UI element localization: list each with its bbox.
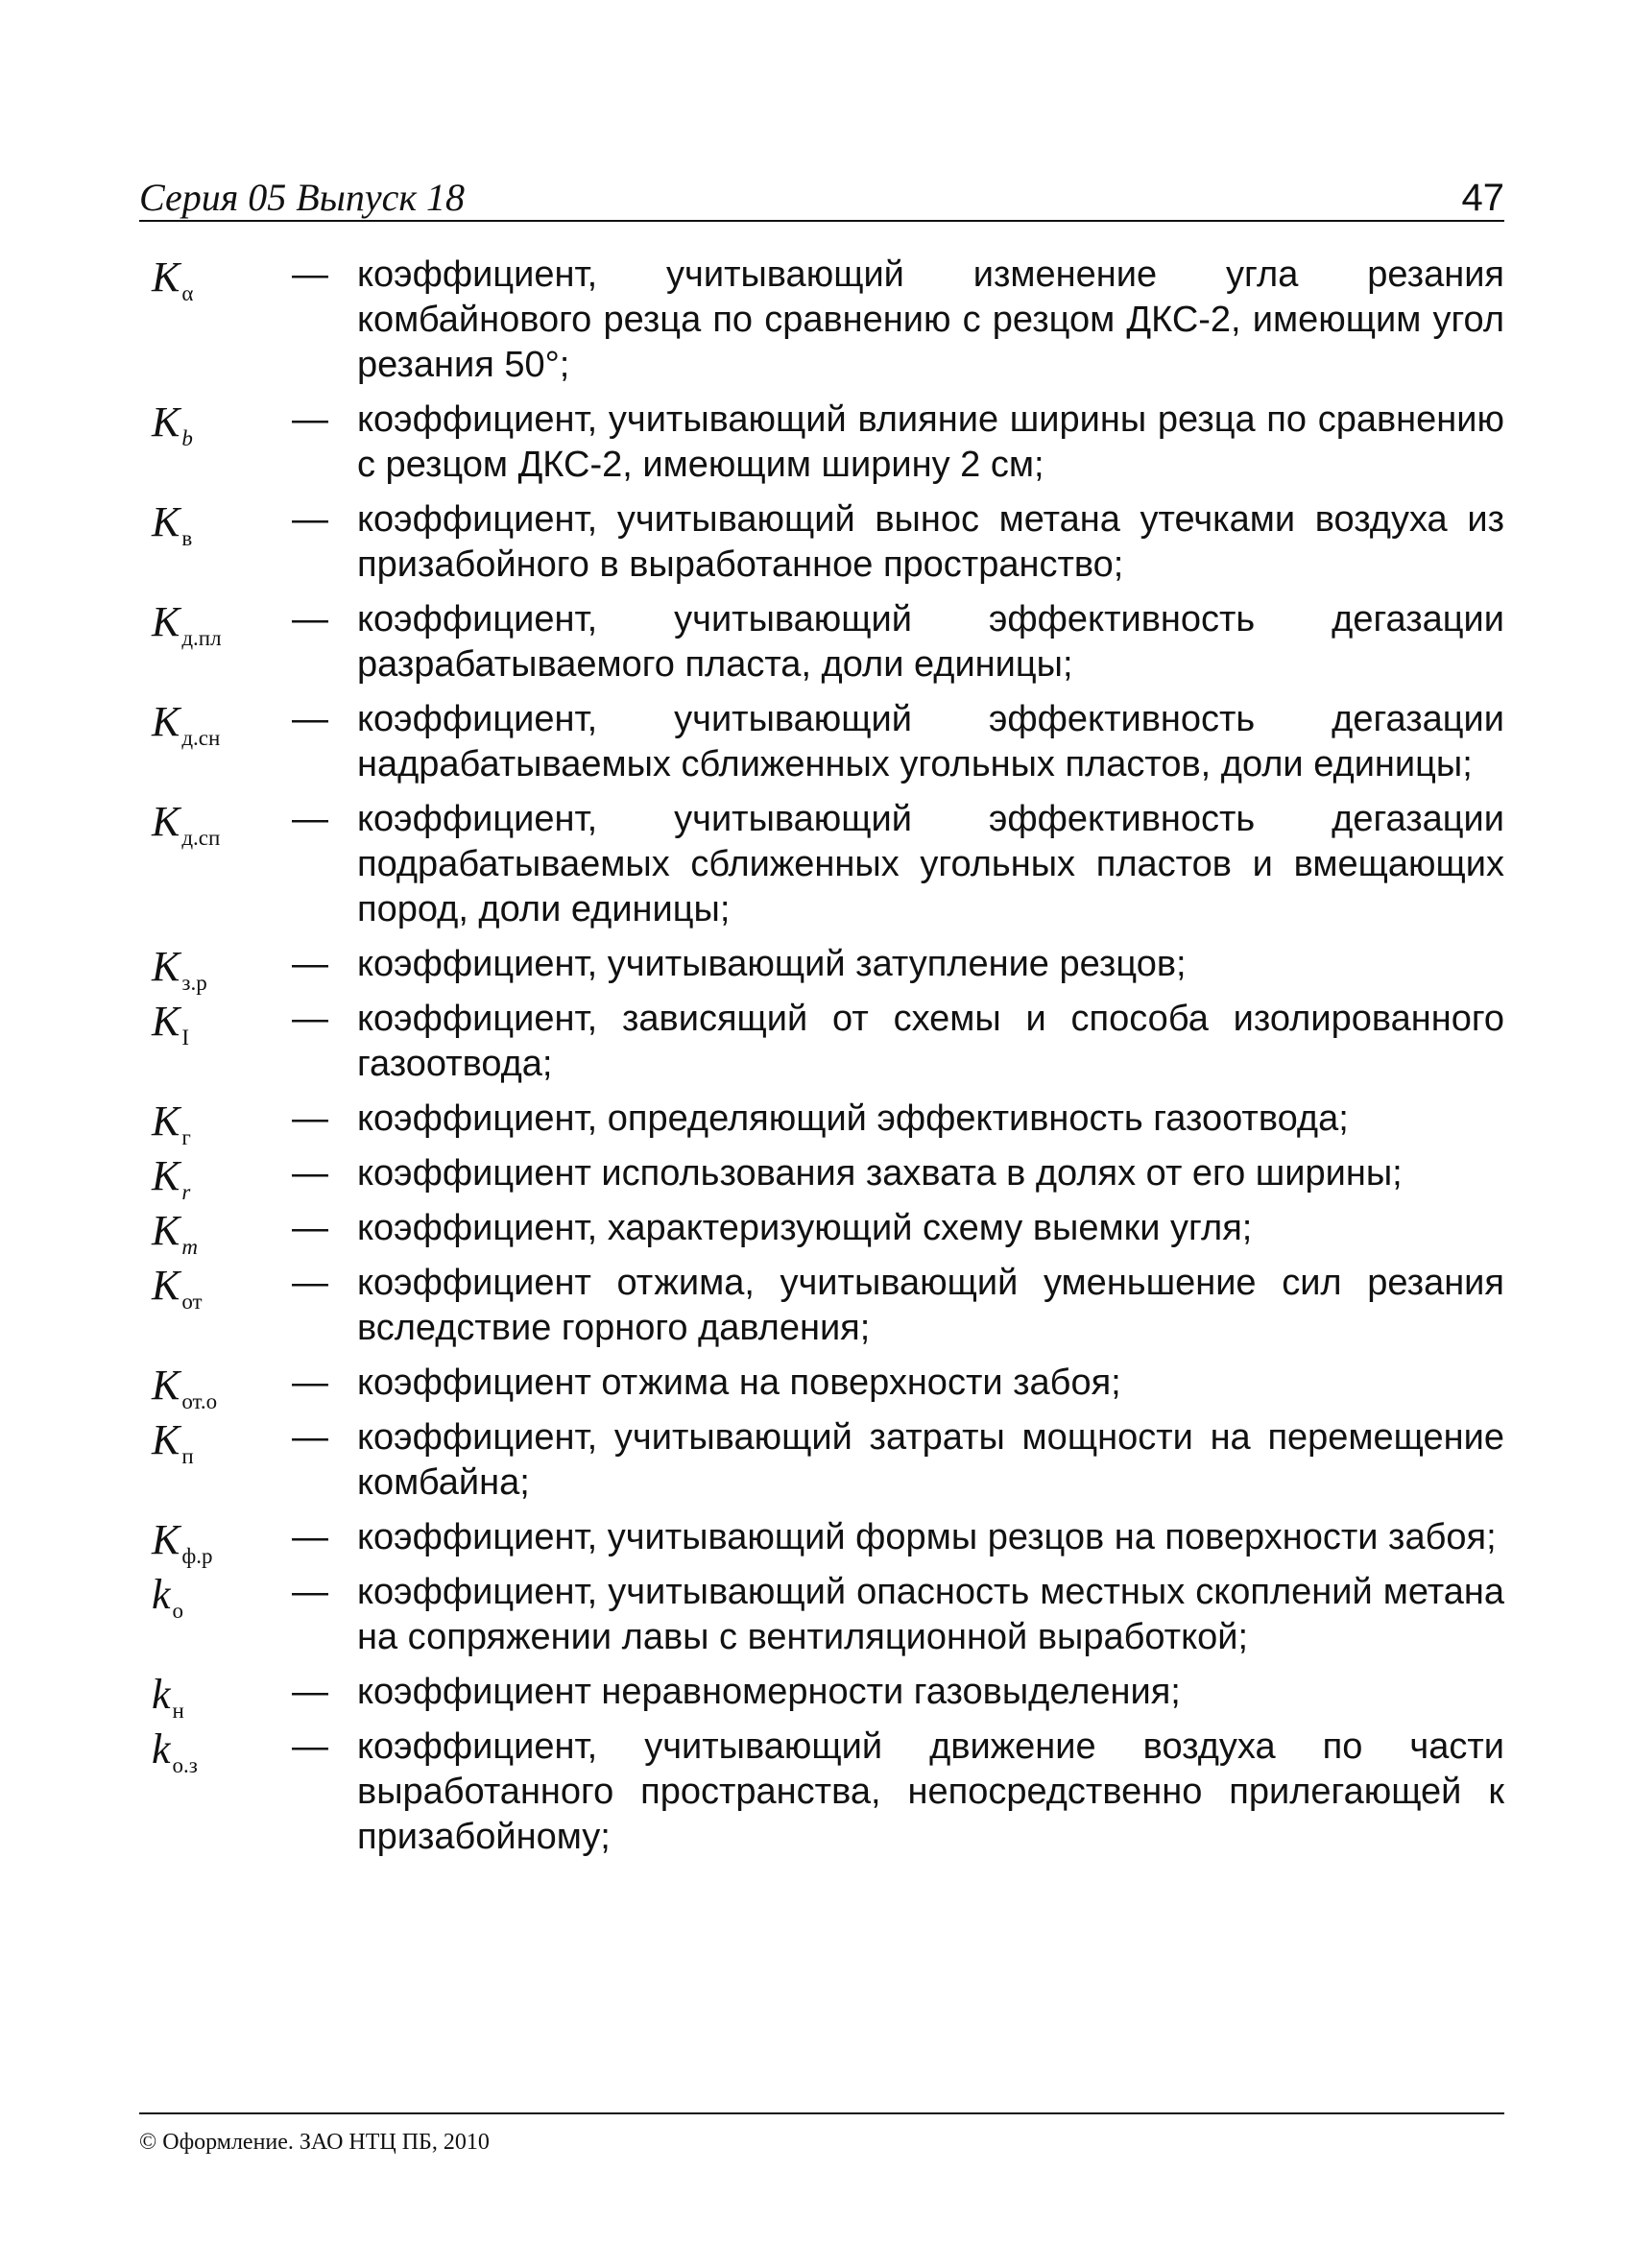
definition-text: коэффициент, учитывающий эффективность дегазации подрабатываемых сближенных угольных пластов и вмещающих пород, доли единицы; [357, 799, 1504, 929]
definition-symbol: $K_{от}$ [152, 1262, 203, 1314]
definition-text: коэффициент неравномерности газовыделения; [357, 1672, 1181, 1712]
definition-row [144, 1570, 1504, 1660]
definition-dash: — [292, 1098, 328, 1139]
definition-subscript: п [181, 1444, 194, 1468]
definitions-list [144, 253, 1504, 1870]
definition-text: коэффициент отжима на поверхности забоя; [357, 1363, 1121, 1403]
definition-subscript: о [172, 1599, 184, 1623]
definition-dash: — [292, 599, 328, 639]
definition-dash: — [292, 999, 328, 1039]
definition-row [144, 1097, 1504, 1149]
definition-dash: — [292, 1726, 328, 1767]
definition-text: коэффициент, учитывающий влияние ширины резца по сравнению с резцом ДКС-2, имеющим ширину 2 см; [357, 399, 1504, 485]
definition-symbol: $K_b$ [152, 398, 193, 450]
definition-row [144, 1415, 1504, 1506]
definition-row [144, 942, 1504, 995]
definition-dash: — [292, 944, 328, 984]
definition-dash: — [292, 799, 328, 839]
series-title: Серия 05 Выпуск 18 [139, 176, 466, 219]
definition-row [144, 1725, 1504, 1860]
definition-text: коэффициент, зависящий от схемы и способа изолированного газоотвода; [357, 999, 1504, 1084]
definition-subscript: в [181, 526, 193, 550]
definition-text: коэффициент, учитывающий затраты мощности на перемещение комбайна; [357, 1417, 1504, 1503]
definition-subscript: r [181, 1180, 191, 1204]
definition-row [144, 398, 1504, 488]
page-header [139, 175, 1504, 221]
header-rule [139, 220, 1504, 222]
definition-text: коэффициент, характеризующий схему выемки угля; [357, 1208, 1253, 1248]
definition-symbol: $K_в$ [152, 498, 193, 550]
definition-subscript: I [181, 1025, 190, 1050]
definition-subscript: b [181, 426, 193, 450]
definition-text: коэффициент, определяющий эффективность газоотвода; [357, 1098, 1349, 1139]
definition-symbol: $K_r$ [152, 1152, 191, 1204]
definition-subscript: д.пл [181, 626, 222, 650]
definition-row [144, 1361, 1504, 1413]
definition-subscript: о.з [172, 1753, 198, 1777]
definition-subscript: от [181, 1290, 203, 1314]
definition-text: коэффициент, учитывающий эффективность дегазации разрабатываемого пласта, доли единицы; [357, 599, 1504, 685]
definition-dash: — [292, 1417, 328, 1458]
definition-symbol: $K_п$ [152, 1416, 194, 1468]
definition-row [144, 1206, 1504, 1259]
definition-row [144, 253, 1504, 388]
definition-symbol: $K_{д.сп}$ [152, 798, 221, 850]
definition-dash: — [292, 699, 328, 739]
definition-subscript: от.о [181, 1389, 218, 1413]
definition-subscript: н [172, 1699, 184, 1723]
definition-symbol: $K_{ф.р}$ [152, 1516, 213, 1568]
definition-subscript: д.сп [181, 826, 221, 850]
definition-dash: — [292, 1263, 328, 1303]
definition-symbol: $k_о$ [152, 1571, 184, 1623]
definition-row [144, 597, 1504, 688]
definition-symbol: $K_г$ [152, 1098, 191, 1149]
definition-dash: — [292, 254, 328, 295]
definition-symbol: $K_{д.пл}$ [152, 598, 222, 650]
definition-subscript: α [181, 281, 194, 305]
definition-symbol: $K_\alpha$ [152, 253, 194, 305]
definition-row [144, 1515, 1504, 1568]
definition-text: коэффициент, учитывающий затупление резцов; [357, 944, 1187, 984]
definition-symbol: $K_m$ [152, 1207, 198, 1259]
definition-row [144, 697, 1504, 787]
definition-dash: — [292, 1517, 328, 1557]
footer-copyright: © Оформление. ЗАО НТЦ ПБ, 2010 [139, 2130, 490, 2155]
definition-subscript: m [181, 1235, 198, 1259]
definition-dash: — [292, 1208, 328, 1248]
definition-row [144, 997, 1504, 1087]
definition-dash: — [292, 1672, 328, 1712]
footer-rule [139, 2112, 1504, 2114]
definition-subscript: д.сн [181, 726, 221, 750]
definition-subscript: г [181, 1125, 191, 1149]
definition-symbol: $K_{з.р}$ [152, 943, 207, 995]
definition-symbol: $k_н$ [152, 1671, 184, 1723]
definition-row [144, 1151, 1504, 1204]
definition-text: коэффициент, учитывающий эффективность дегазации надрабатываемых сближенных угольных пластов, доли единицы; [357, 699, 1504, 784]
definition-row [144, 797, 1504, 932]
definition-text: коэффициент, учитывающий движение воздуха по части выработанного пространства, непосредственно прилегающей к призабойному; [357, 1726, 1504, 1857]
definition-dash: — [292, 1153, 328, 1194]
definition-dash: — [292, 499, 328, 540]
page-number: 47 [1461, 177, 1504, 219]
definition-symbol: $K_{д.сн}$ [152, 698, 221, 750]
definition-dash: — [292, 1363, 328, 1403]
definition-row [144, 1670, 1504, 1723]
definition-subscript: з.р [181, 971, 207, 995]
definition-text: коэффициент, учитывающий вынос метана утечками воздуха из призабойного в выработанное пространство; [357, 499, 1504, 585]
definition-row [144, 497, 1504, 588]
definition-dash: — [292, 399, 328, 440]
definition-symbol: $k_{о.з}$ [152, 1725, 198, 1777]
definition-dash: — [292, 1572, 328, 1612]
definition-text: коэффициент отжима, учитывающий уменьшение сил резания вследствие горного давления; [357, 1263, 1504, 1348]
definition-symbol: $K_{от.о}$ [152, 1362, 218, 1413]
definition-subscript: ф.р [181, 1544, 213, 1568]
definition-text: коэффициент, учитывающий формы резцов на поверхности забоя; [357, 1517, 1497, 1557]
definition-symbol: $K_I$ [152, 998, 190, 1050]
definition-text: коэффициент использования захвата в долях от его ширины; [357, 1153, 1403, 1194]
definition-row [144, 1261, 1504, 1351]
definition-text: коэффициент, учитывающий опасность местных скоплений метана на сопряжении лавы с вентиляционной выработкой; [357, 1572, 1504, 1657]
definition-text: коэффициент, учитывающий изменение угла резания комбайнового резца по сравнению с резцом ДКС-2, имеющим угол резания 50°; [357, 254, 1504, 385]
